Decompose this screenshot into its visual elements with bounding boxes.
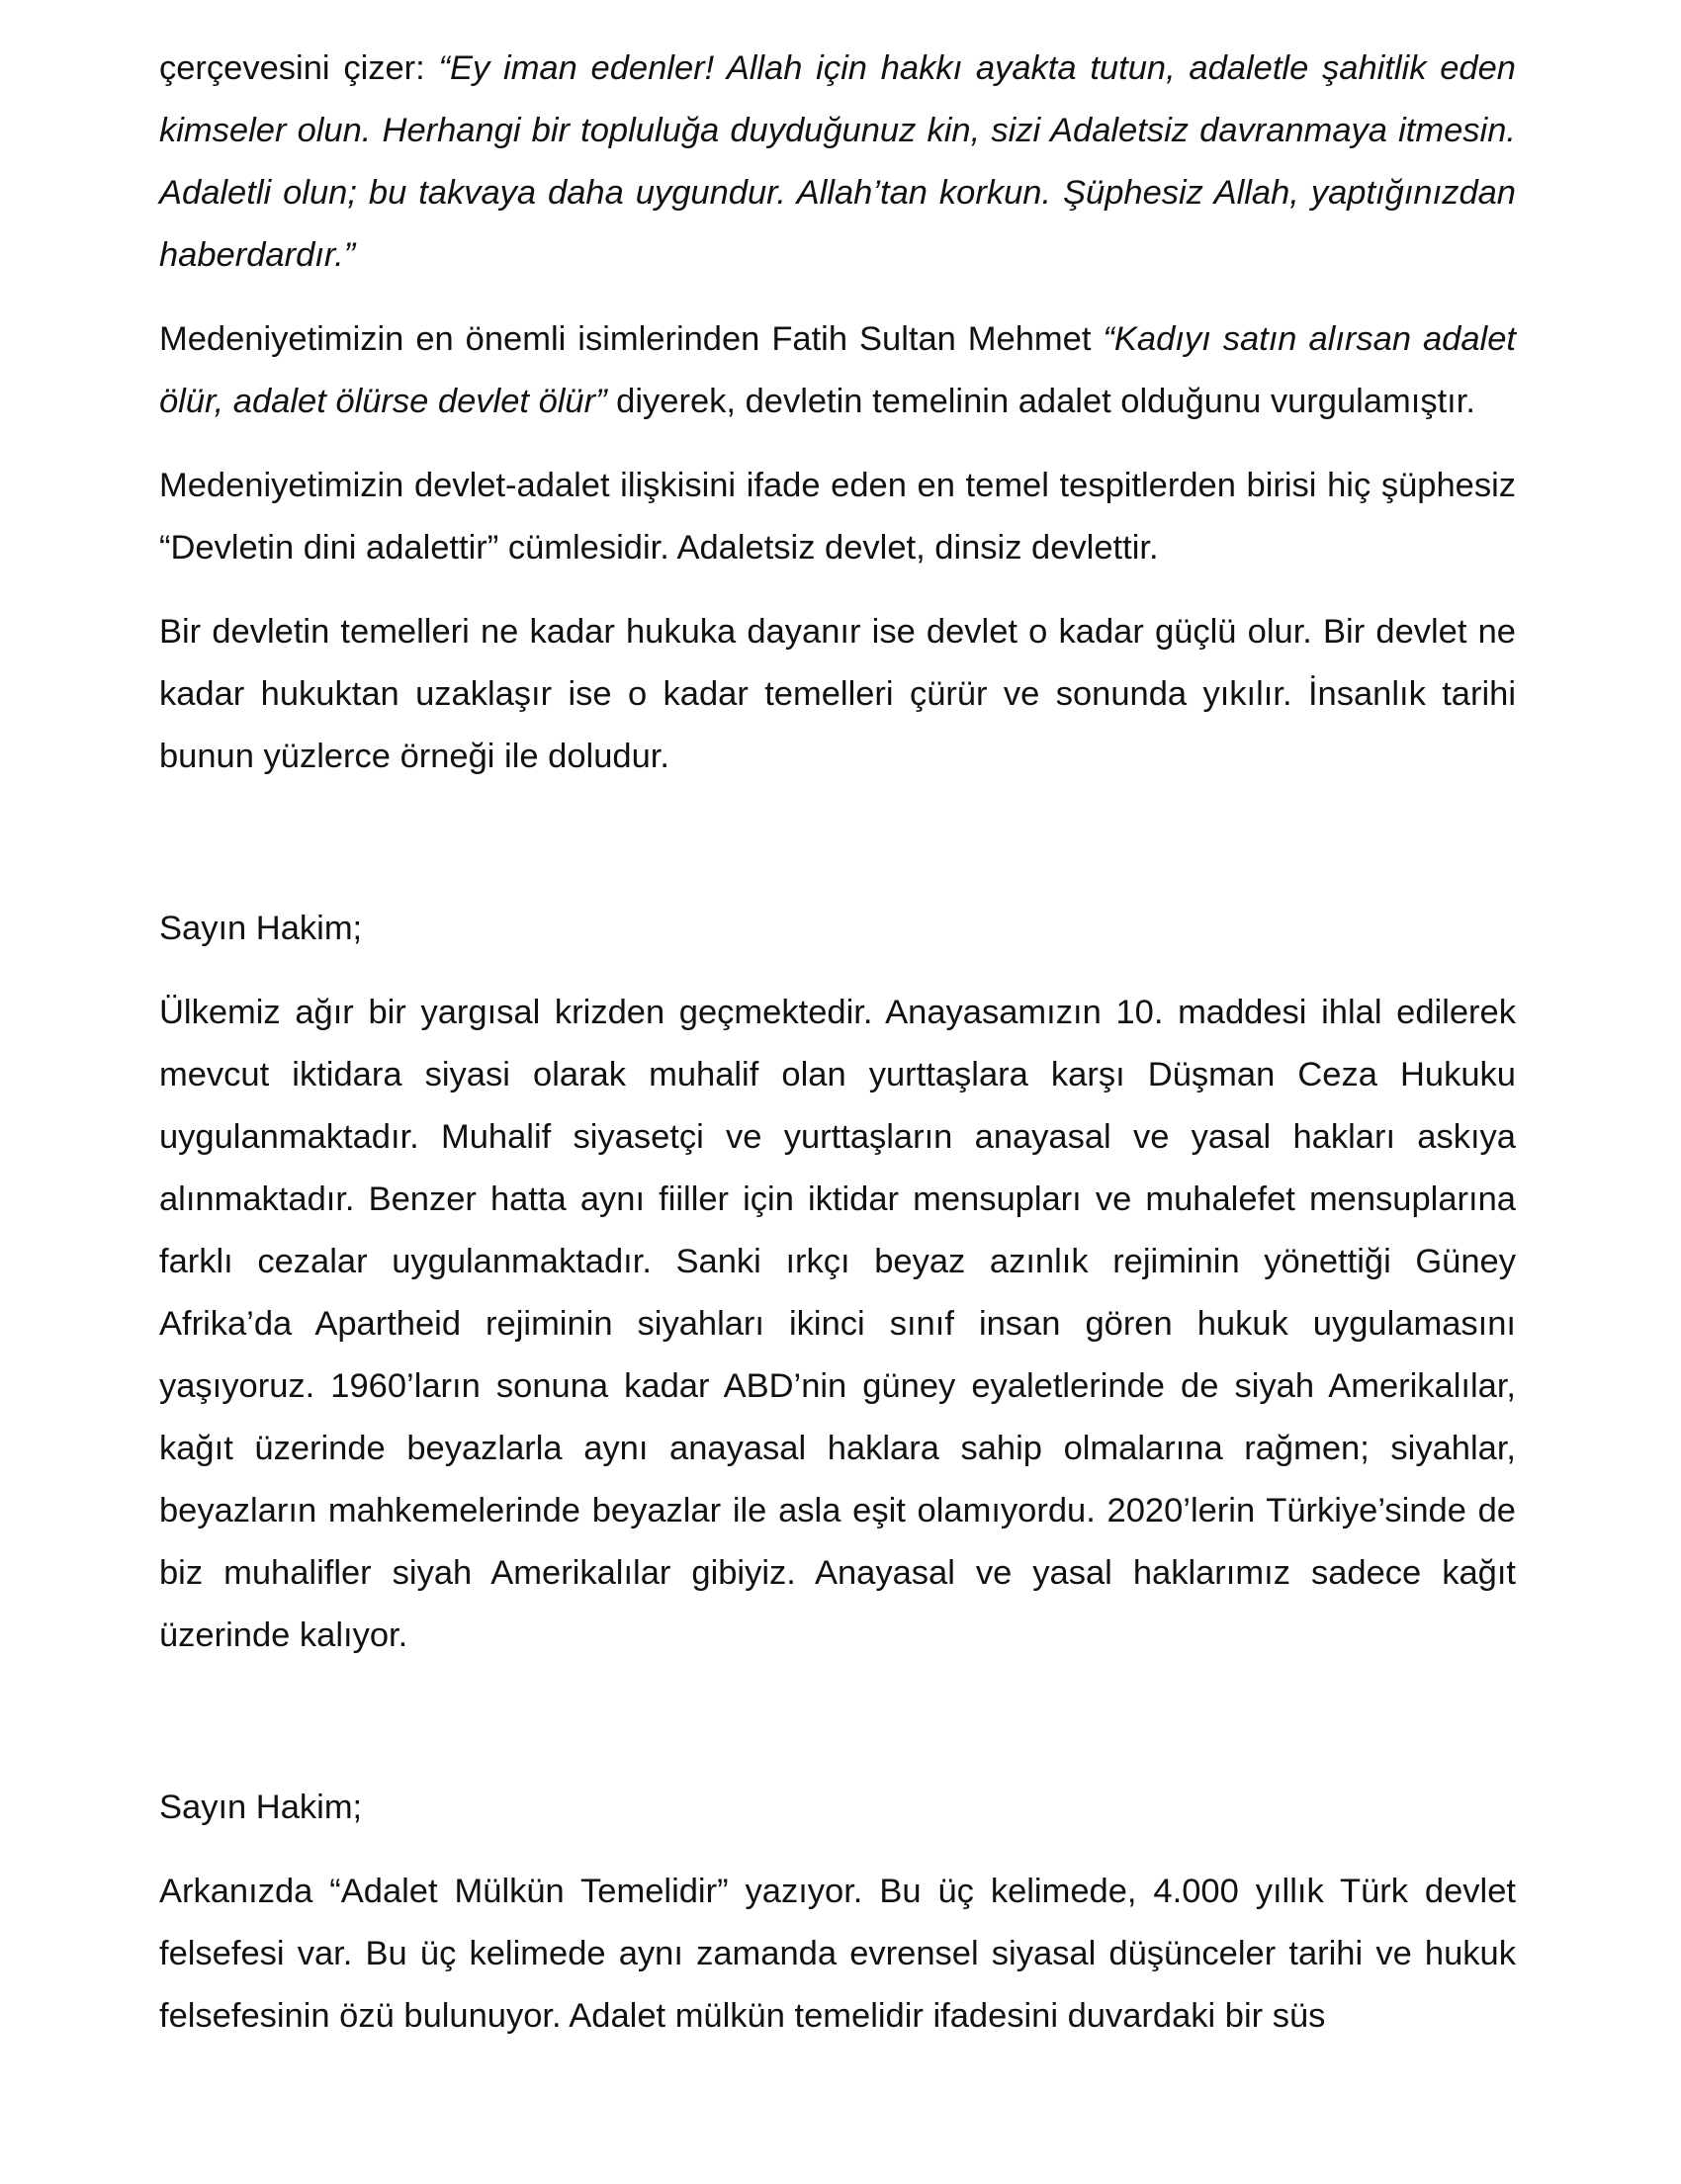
justice-foundation-paragraph: Arkanızda “Adalet Mülkün Temelidir” yazıyor. Bu üç kelimede, 4.000 yıllık Türk devlet felsefesi var. Bu üç kelimede aynı zamanda evrensel siyasal düşünceler tarihi ve hukuk felsefesinin özü bulunuyor. Adalet mülkün temelidir ifadesini duvardaki bir süs	[159, 1873, 1516, 2035]
judicial-crisis-paragraph: Ülkemiz ağır bir yargısal krizden geçmektedir. Anayasamızın 10. maddesi ihlal edilerek mevcut iktidara siyasi olarak muhalif olan yurttaşlara karşı Düşman Ceza Hukuku uygulanmaktadır. Muhalif siyasetçi ve yurttaşların anayasal ve yasal hakları askıya alınmaktadır. Benzer hatta aynı fiiller için iktidar mensupları ve muhalefet mensuplarına farklı cezalar uygulanmaktadır. Sanki ırkçı beyaz azınlık rejiminin yönettiği Güney Afrika’da Apartheid rejiminin siyahları ikinci sınıf insan gören hukuk uygulamasını yaşıyoruz. 1960’ların sonuna kadar ABD’nin güney eyaletlerinde de siyah Amerikalılar, kağıt üzerinde beyazlarla aynı anayasal haklara sahip olmalarına rağmen; siyahlar, beyazların mahkemelerinde beyazlar ile asla eşit olamıyordu. 2020’lerin Türkiye’sinde de biz muhalifler siyah Amerikalılar gibiyiz. Anayasal ve yasal haklarımız sadece kağıt üzerinde kalıyor.	[159, 994, 1516, 1654]
salutation: Sayın Hakim;	[159, 910, 363, 947]
document-page	[159, 38, 1516, 2048]
fatih-intro: Medeniyetimizin en önemli isimlerinden Fatih Sultan Mehmet	[159, 320, 1104, 358]
verse-intro: çerçevesini çizer:	[159, 49, 439, 87]
fatih-quote: “Kadıyı satın alırsan adalet ölür, adalet ölürse devlet ölür”	[159, 320, 1516, 420]
fatih-outro: diyerek, devletin temelinin adalet olduğunu vurgulamıştır.	[606, 383, 1475, 420]
fatih-quote-paragraph	[159, 308, 1516, 433]
law-foundation-paragraph: Bir devletin temelleri ne kadar hukuka dayanır ise devlet o kadar güçlü olur. Bir devlet ne kadar hukuktan uzaklaşır ise o kadar temelleri çürür ve sonunda yıkılır. İnsanlık tarihi bunun yüzlerce örneği ile doludur.	[159, 613, 1516, 775]
salutation: Sayın Hakim;	[159, 1789, 363, 1826]
verse-quote: “Ey iman edenler! Allah için hakkı ayakta tutun, adaletle şahitlik eden kimseler olun. Herhangi bir topluluğa duyduğunuz kin, sizi Adaletsiz davranmaya itmesin. Adaletli olun; bu takvaya daha uygundur. Allah’tan korkun. Şüphesiz Allah, yaptığınızdan haberdardır.”	[159, 49, 1516, 274]
state-justice-paragraph: Medeniyetimizin devlet-adalet ilişkisini ifade eden en temel tespitlerden birisi hiç şüphesiz “Devletin dini adalettir” cümlesidir. Adaletsiz devlet, dinsiz devlettir.	[159, 467, 1516, 567]
quran-verse-paragraph	[159, 38, 1516, 287]
